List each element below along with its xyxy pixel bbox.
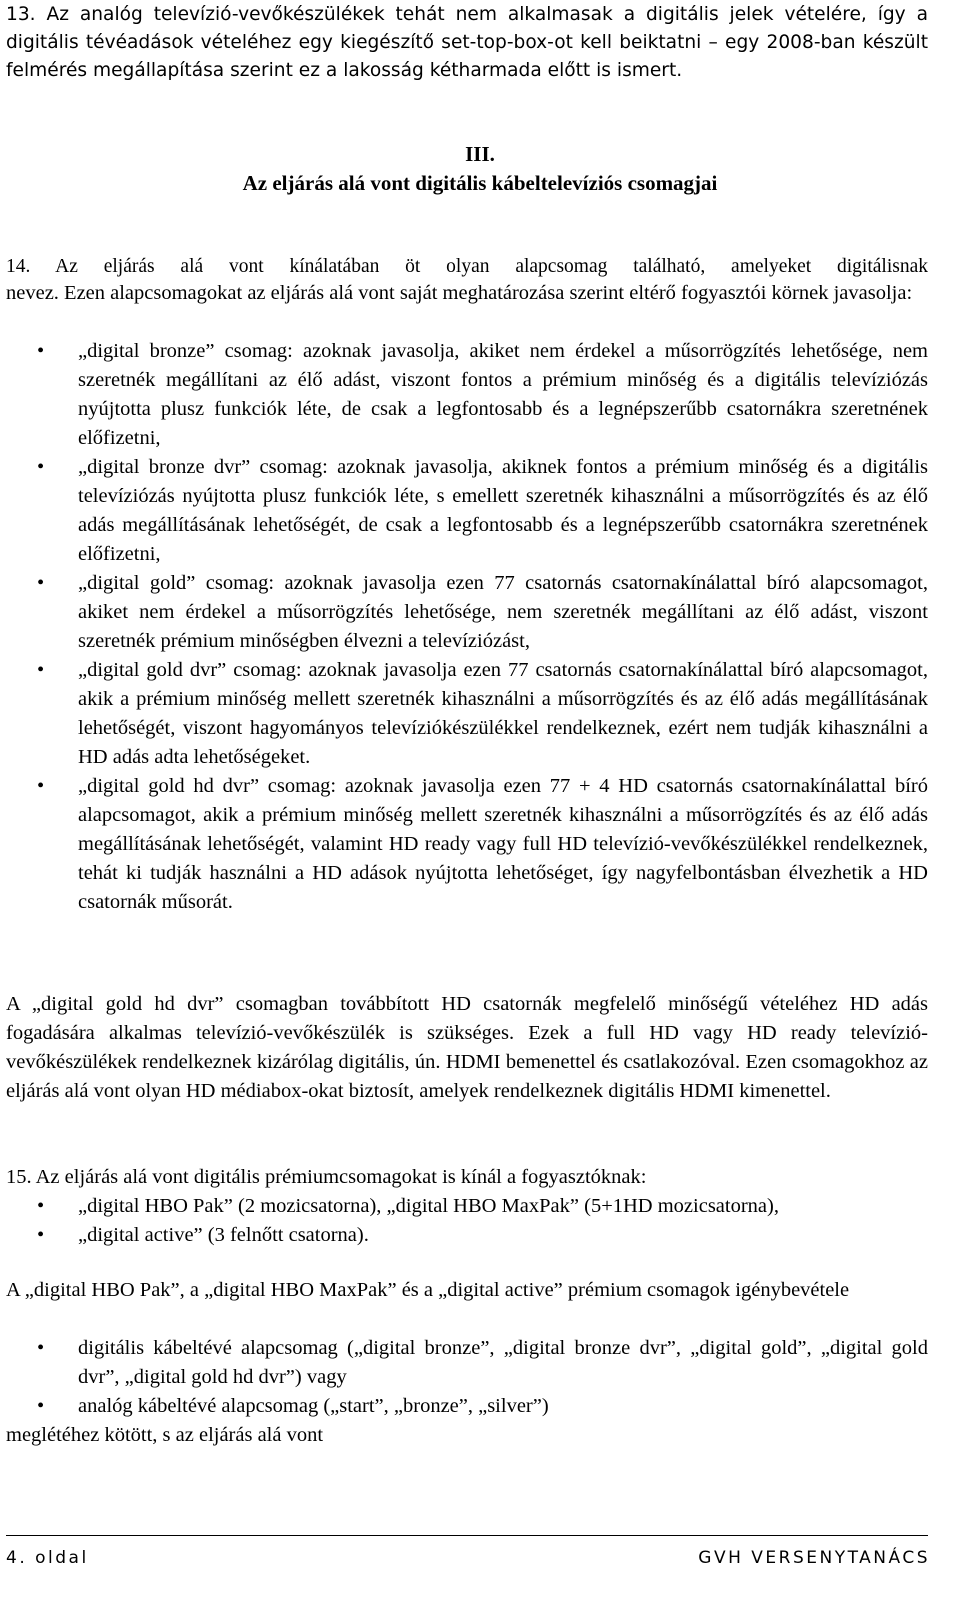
condition-list	[6, 1334, 928, 1421]
closing-line: meglétéhez kötött, s az eljárás alá vont	[6, 1424, 324, 1446]
package-digital-gold-dvr: „digital gold dvr” csomag: azoknak javasolja ezen 77 csatornás csatornakínálattal bíró alapcsomagot, akik a prémium minőség mellett szeretnék kihasználni a műsorrögzítés és az élő adás megállításának lehetőségét, viszont hagyományos televíziókészülékkel rendelkeznek, ezért nem tudják kihasználni a HD adás adta lehetőségeket.	[78, 659, 928, 768]
paragraph-15: 15. Az eljárás alá vont digitális prémiumcsomagokat is kínál a fogyasztóknak:	[6, 1166, 647, 1188]
list-item	[6, 337, 928, 453]
condition-analog: analóg kábeltévé alapcsomag („start”, „bronze”, „silver”)	[78, 1395, 549, 1417]
section-number: III.	[465, 142, 495, 166]
list-item	[6, 772, 928, 917]
list-item	[6, 1392, 928, 1421]
hd-paragraph: A „digital gold hd dvr” csomagban továbbított HD csatornák megfelelő minőségű vételéhez HD adás fogadására alkalmas televízió-vevőkészülék is szükséges. Ezek a full HD vagy HD ready televízió-vevőkészülékek rendelkeznek kizárólag digitális, ún. HDMI bemenettel és csatlakozóval. Ezen csomagokhoz az eljárás alá vont olyan HD médiabox-okat biztosít, amelyek rendelkeznek digitális HDMI kimenettel.	[6, 993, 928, 1102]
footer-organization: GVH VERSENYTANÁCS	[698, 1548, 930, 1568]
bullet-icon: •	[37, 775, 45, 797]
package-list	[6, 337, 928, 917]
paragraph-13: 13. Az analóg televízió-vevőkészülékek tehát nem alkalmasak a digitális jelek vételére, így a digitális tévéadások vételéhez egy kiegészítő set-top-box-ot kell beiktatni – egy 2008-ban készült felmérés megállapítása szerint ez a lakosság kétharmada előtt is ismert.	[6, 4, 928, 81]
bullet-icon: •	[37, 1395, 45, 1417]
list-item	[6, 569, 928, 656]
list-item	[6, 1192, 928, 1221]
condition-digital: digitális kábeltévé alapcsomag („digital bronze”, „digital bronze dvr”, „digital gold”, „digital gold dvr”, „digital gold hd dvr”) vagy	[78, 1337, 928, 1388]
bullet-icon: •	[37, 1195, 45, 1217]
package-digital-bronze-dvr: „digital bronze dvr” csomag: azoknak javasolja, akiknek fontos a prémium minőség és a digitális televíziózás nyújtotta plusz funkciók léte, s emellett szeretnék kihasználni a műsorrögzítés és az élő adás megállításának lehetőségét, de csak a legfontosabb és a legnépszerűbb csatornákra szeretnének előfizetni,	[78, 456, 928, 565]
bullet-icon: •	[37, 1337, 45, 1359]
footer-divider	[6, 1535, 928, 1536]
package-digital-bronze: „digital bronze” csomag: azoknak javasolja, akiket nem érdekel a műsorrögzítés lehetősége, nem szeretnék megállítani az élő adást, viszont fontos a prémium minőség és a digitális televíziózás nyújtotta plusz funkciók léte, de csak a legfontosabb és a legnépszerűbb csatornákra szeretnének előfizetni,	[78, 340, 928, 449]
list-item	[6, 1334, 928, 1392]
package-digital-gold: „digital gold” csomag: azoknak javasolja ezen 77 csatornás csatornakínálattal bíró alapcsomagot, akiket nem érdekel a műsorrögzítés lehetősége, nem szeretnék megállítani az élő adást, viszont szeretnék prémium minőségben élvezni a televíziózást,	[78, 572, 928, 652]
bullet-icon: •	[37, 572, 45, 594]
bullet-icon: •	[37, 659, 45, 681]
paragraph-14: nevez. Ezen alapcsomagokat az eljárás alá vont saját meghatározása szerint eltérő fogyasztói körnek javasolja:	[6, 282, 913, 304]
premium-intro: A „digital HBO Pak”, a „digital HBO MaxPak” és a „digital active” prémium csomagok igénybevétele	[6, 1279, 850, 1301]
package-digital-gold-hd-dvr: „digital gold hd dvr” csomag: azoknak javasolja ezen 77 + 4 HD csatornás csatornakínálattal bíró alapcsomagot, akik a prémium minőség mellett szeretnék kihasználni a műsorrögzítés és az élő adás megállításának lehetőségét, valamint HD ready vagy full HD televízió-vevőkészülékkel rendelkeznek, tehát ki tudják használni a HD adások nyújtotta lehetőséget, így nagyfelbontásban élvezhetik a HD csatornák műsorát.	[78, 775, 928, 913]
section-title: Az eljárás alá vont digitális kábeltelevíziós csomagjai	[242, 171, 718, 195]
bullet-icon: •	[37, 456, 45, 478]
bullet-icon: •	[37, 1224, 45, 1246]
premium-package-list	[6, 1192, 928, 1250]
bullet-icon: •	[37, 340, 45, 362]
footer-page-number: 4. oldal	[6, 1548, 89, 1568]
list-item	[6, 1221, 928, 1250]
paragraph-14-first-line: 14. Az eljárás alá vont kínálatában öt olyan alapcsomag található, amelyeket digitálisnak	[6, 256, 928, 277]
list-item	[6, 453, 928, 569]
premium-package-active: „digital active” (3 felnőtt csatorna).	[78, 1224, 369, 1246]
premium-package-hbo: „digital HBO Pak” (2 mozicsatorna), „digital HBO MaxPak” (5+1HD mozicsatorna),	[78, 1195, 779, 1217]
list-item	[6, 656, 928, 772]
